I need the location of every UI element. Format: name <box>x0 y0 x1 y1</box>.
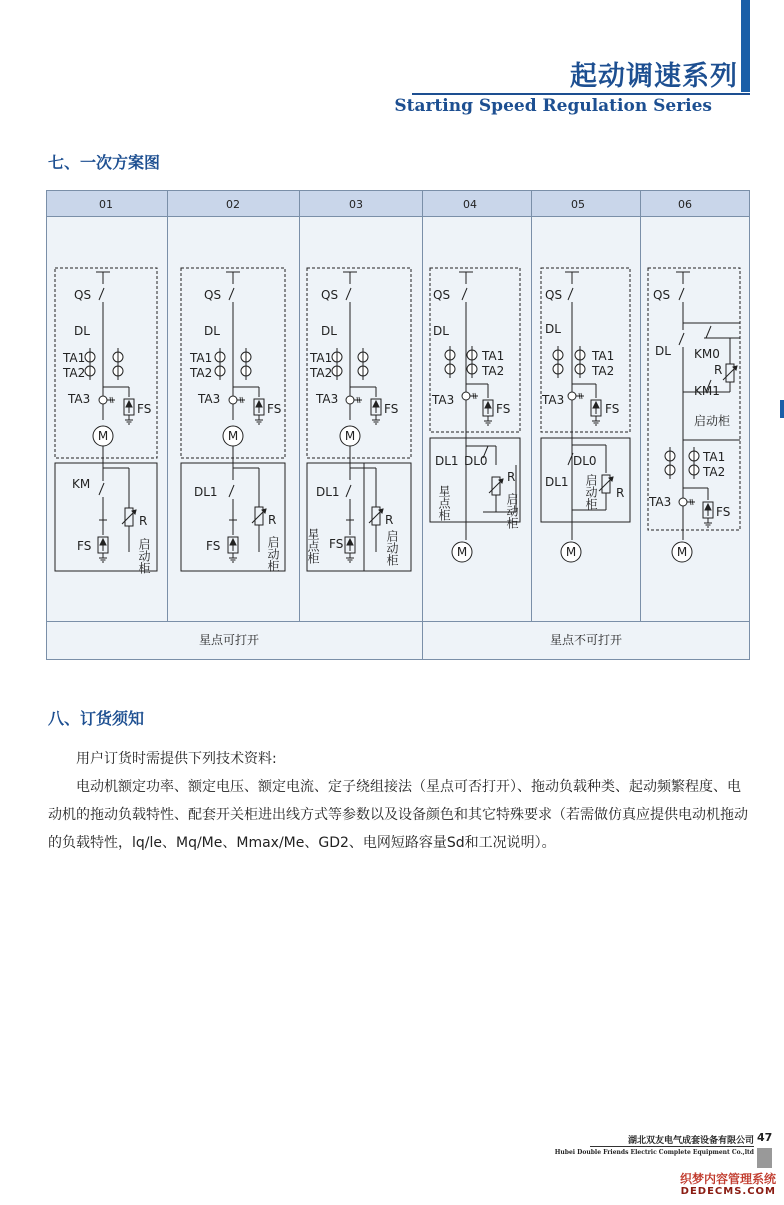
ordering-intro: 用户订货时需提供下列技术资料: <box>76 751 277 767</box>
primary-scheme-diagram <box>46 190 750 661</box>
svg-text:TA3: TA3 <box>432 393 455 407</box>
scheme-table-header <box>47 191 750 217</box>
svg-text:TA3: TA3 <box>542 393 565 407</box>
svg-text:TA2: TA2 <box>310 366 333 380</box>
svg-text:R: R <box>385 513 394 527</box>
svg-text:QS: QS <box>653 288 671 302</box>
svg-text:R: R <box>616 486 625 500</box>
svg-text:DL: DL <box>321 324 337 338</box>
svg-text:R: R <box>714 363 723 377</box>
svg-text:FS: FS <box>77 539 92 553</box>
svg-text:TA2: TA2 <box>592 364 615 378</box>
svg-text:FS: FS <box>267 402 282 416</box>
page-title-en: Starting Speed Regulation Series <box>394 96 712 116</box>
svg-text:M: M <box>456 545 468 559</box>
svg-text:DL1: DL1 <box>194 485 218 499</box>
svg-text:TA2: TA2 <box>703 465 726 479</box>
ordering-body: 电动机额定功率、额定电压、额定电流、定子绕组接法（星点可否打开）、拖动负载种类、起动频繁程度、电动机的拖动负载特性、配套开关柜进出线方式等参数以及设备颜色和其它特殊要求（若需做仿真应提供电动机拖动的负载特性，lq/le、Mq/Me、Mmax/Me、GD2、电网短路容量Sd和工况说明）。 <box>48 779 748 851</box>
svg-text:启动柜: 启动柜 <box>505 493 519 529</box>
svg-text:DL1: DL1 <box>435 454 459 468</box>
svg-text:M: M <box>97 429 109 443</box>
svg-text:FS: FS <box>605 402 620 416</box>
side-tab-marker <box>780 400 784 418</box>
svg-text:QS: QS <box>74 288 92 302</box>
page-title-cn: 起动调速系列 <box>570 61 738 92</box>
svg-text:TA3: TA3 <box>198 392 221 406</box>
svg-text:M: M <box>227 429 239 443</box>
svg-text:QS: QS <box>433 288 451 302</box>
svg-text:TA3: TA3 <box>649 495 672 509</box>
svg-text:TA1: TA1 <box>482 349 505 363</box>
footer-company-cn: 湖北双友电气成套设备有限公司 <box>627 1136 754 1146</box>
svg-text:TA1: TA1 <box>703 450 726 464</box>
header-divider <box>412 93 750 95</box>
svg-text:FS: FS <box>384 402 399 416</box>
svg-text:DL: DL <box>204 324 220 338</box>
scheme-col-01: 01 <box>99 198 113 211</box>
scheme-col-06: 06 <box>678 198 692 211</box>
svg-text:星点柜: 星点柜 <box>306 528 320 564</box>
svg-text:TA1: TA1 <box>63 351 86 365</box>
svg-text:M: M <box>676 545 688 559</box>
page-tab-marker <box>757 1148 772 1168</box>
svg-text:启动柜: 启动柜 <box>694 414 731 428</box>
svg-text:TA2: TA2 <box>190 366 213 380</box>
svg-text:R: R <box>507 470 516 484</box>
section-8-heading: 八、订货须知 <box>48 709 145 728</box>
svg-text:星点柜: 星点柜 <box>437 485 451 521</box>
scheme-footer-star-openable: 星点可打开 <box>198 633 260 647</box>
svg-text:KM: KM <box>72 477 91 491</box>
svg-text:M: M <box>344 429 356 443</box>
svg-text:DL: DL <box>433 324 449 338</box>
svg-text:FS: FS <box>206 539 221 553</box>
scheme-col-04: 04 <box>463 198 477 211</box>
section-7-heading: 七、一次方案图 <box>48 153 161 172</box>
svg-text:DL1: DL1 <box>545 475 569 489</box>
svg-text:TA2: TA2 <box>63 366 86 380</box>
scheme-footer-star-not-openable: 星点不可打开 <box>549 633 623 647</box>
svg-text:启动柜: 启动柜 <box>584 474 598 510</box>
svg-text:DL: DL <box>655 344 671 358</box>
scheme-col-03: 03 <box>349 198 363 211</box>
svg-text:M: M <box>565 545 577 559</box>
page-number: 47 <box>757 1131 773 1144</box>
svg-text:DL: DL <box>545 322 561 336</box>
svg-text:R: R <box>268 513 277 527</box>
svg-text:DL0: DL0 <box>573 454 597 468</box>
header-accent-bar <box>741 0 750 92</box>
footer-company-en: Hubei Double Friends Electric Complete Equipment Co.,ltd <box>554 1149 754 1156</box>
svg-text:FS: FS <box>137 402 152 416</box>
scheme-col-02: 02 <box>226 198 240 211</box>
svg-text:DL1: DL1 <box>316 485 340 499</box>
svg-text:DL0: DL0 <box>464 454 488 468</box>
svg-text:FS: FS <box>496 402 511 416</box>
svg-text:FS: FS <box>329 537 344 551</box>
svg-text:QS: QS <box>545 288 563 302</box>
svg-text:KM1: KM1 <box>694 384 720 398</box>
svg-text:TA2: TA2 <box>482 364 505 378</box>
svg-text:TA1: TA1 <box>190 351 213 365</box>
watermark-en: DEDECMS.COM <box>680 1186 776 1197</box>
svg-text:TA1: TA1 <box>592 349 615 363</box>
svg-text:启动柜: 启动柜 <box>137 538 151 574</box>
svg-text:TA3: TA3 <box>68 392 91 406</box>
svg-text:KM0: KM0 <box>694 347 720 361</box>
watermark-cn: 织梦内容管理系统 <box>679 1172 776 1186</box>
svg-text:QS: QS <box>204 288 222 302</box>
footer-divider <box>590 1146 754 1147</box>
svg-text:R: R <box>139 514 148 528</box>
svg-text:TA3: TA3 <box>316 392 339 406</box>
svg-text:TA1: TA1 <box>310 351 333 365</box>
ordering-notes <box>48 745 754 857</box>
svg-text:DL: DL <box>74 324 90 338</box>
svg-text:启动柜: 启动柜 <box>385 530 399 566</box>
svg-text:QS: QS <box>321 288 339 302</box>
svg-text:启动柜: 启动柜 <box>266 536 280 572</box>
svg-text:FS: FS <box>716 505 731 519</box>
scheme-col-05: 05 <box>571 198 585 211</box>
scheme-table <box>47 191 750 660</box>
